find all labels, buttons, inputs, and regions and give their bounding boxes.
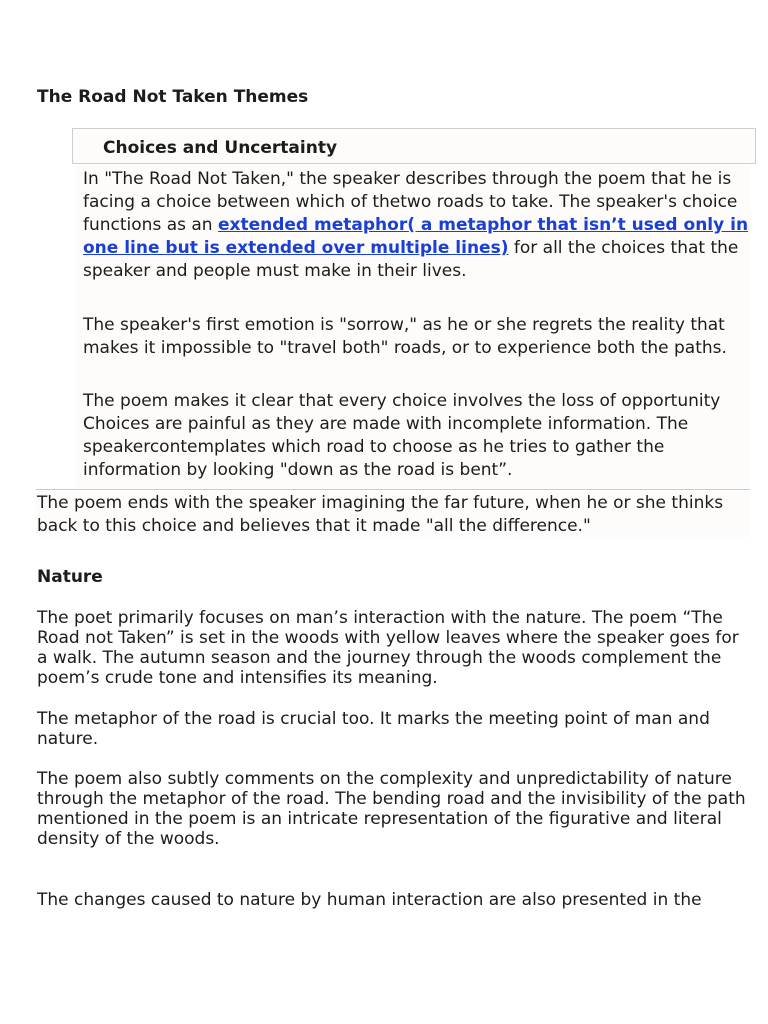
nature-paragraph-3: The poem also subtly comments on the complexity and unpredictability of nature through the metaphor of the road. The bending road and the invisibility of the path mentioned in the poem is an intricate representation of the figurative and literal density of the woods. [37, 769, 746, 849]
section-divider [36, 489, 750, 490]
nature-paragraph-2: The metaphor of the road is crucial too. It marks the meeting point of man and nature. [37, 709, 710, 749]
extended-metaphor-link[interactable]: extended metaphor( a metaphor that isn’t used only in one line but is extended over multiple lines) [83, 215, 749, 258]
section-heading-nature: Nature [37, 567, 103, 587]
choices-paragraph-3: The poem makes it clear that every choice involves the loss of opportunity Choices are painful as they are made with incomplete information. The speakercontemplates which road to choose as he tries to gather the information by looking "down as the road is bent”. [83, 391, 721, 480]
choices-paragraph-2: The speaker's first emotion is "sorrow," as he or she regrets the reality that makes it impossible to "travel both" roads, or to experience both the paths. [83, 315, 727, 358]
choices-paragraph-4: The poem ends with the speaker imagining the far future, when he or she thinks back to this choice and believes that it made "all the difference." [37, 493, 724, 536]
nature-paragraph-4: The changes caused to nature by human interaction are also presented in the [37, 890, 702, 910]
choices-paragraph-1-text-start: In "The Road Not Taken," the speaker describes through the poem that he is facing a choice between which of thetwo roads to take. The speaker's choice functions as an [83, 169, 738, 235]
nature-paragraph-1: The poet primarily focuses on man’s interaction with the nature. The poem “The Road not Taken” is set in the woods with yellow leaves where the speaker goes for a walk. The autumn season and the journey through the woods complement the poem’s crude tone and intensifies its meaning. [37, 608, 739, 688]
document-title: The Road Not Taken Themes [37, 87, 309, 107]
choices-paragraph-1-text-end: for all the choices that the speaker and people must make in their lives. [83, 238, 739, 281]
choices-paragraph-1 [83, 168, 753, 283]
section-heading-choices: Choices and Uncertainty [103, 138, 338, 158]
